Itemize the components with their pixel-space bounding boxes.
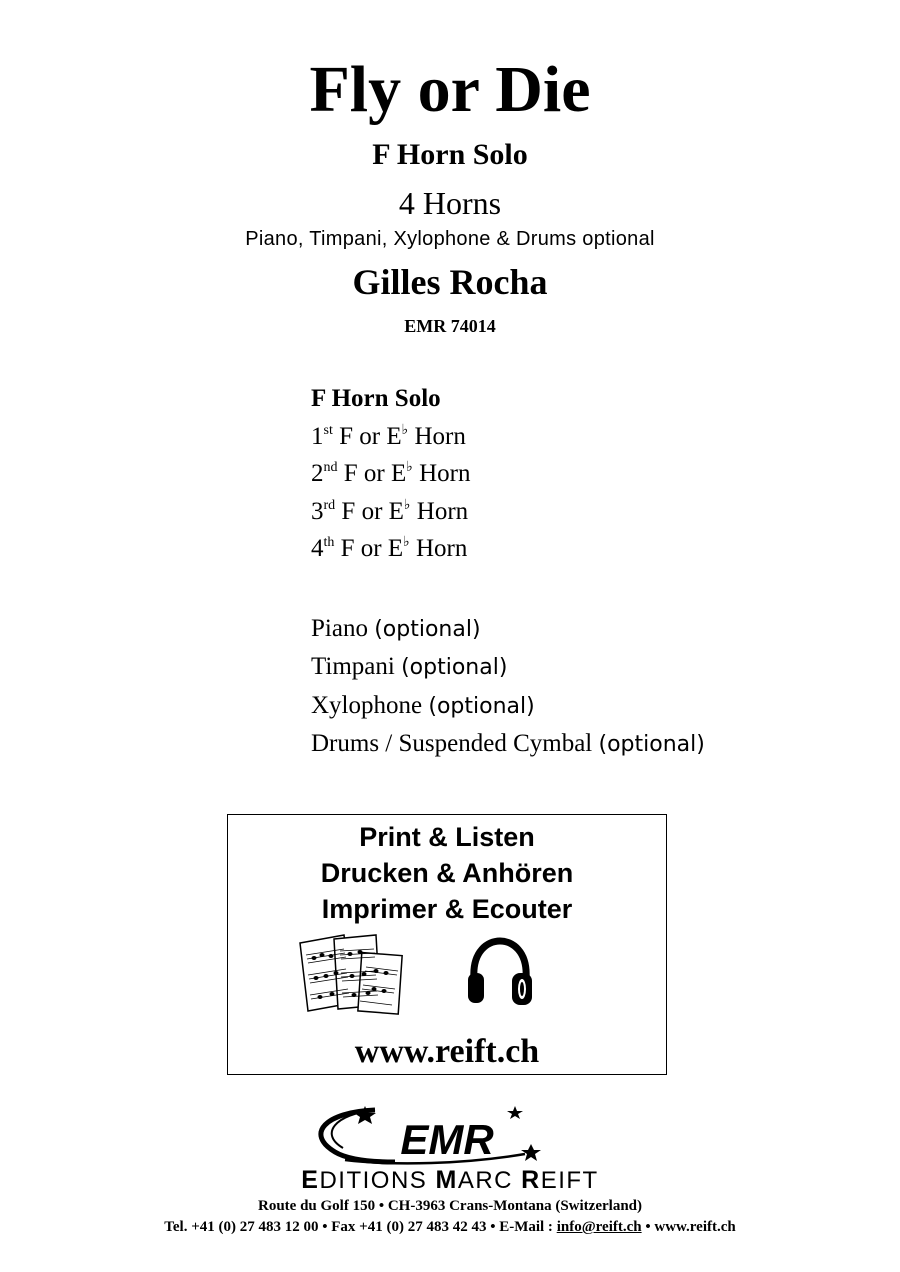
- composer-name: Gilles Rocha: [352, 262, 548, 302]
- part-timpani: Timpani (optional): [311, 653, 508, 680]
- part-horn-4: 4th F or E♭ Horn: [311, 535, 468, 562]
- flat-sign: ♭: [401, 422, 409, 438]
- subtitle: F Horn Solo: [372, 138, 528, 171]
- publisher-contact: Tel. +41 (0) 27 483 12 00 • Fax +41 (0) 27 483 42 43 • E-Mail : info@reift.ch • www.reift.ch: [164, 1219, 736, 1235]
- email-link[interactable]: info@reift.ch: [556, 1219, 642, 1235]
- part-horn-2: 2nd F or E♭ Horn: [311, 460, 471, 487]
- part-piano: Piano (optional): [311, 614, 481, 642]
- flat-sign: ♭: [406, 460, 413, 475]
- catalog-number: EMR 74014: [404, 316, 496, 336]
- promo-line-french: Imprimer & Ecouter: [321, 894, 573, 924]
- ensemble: 4 Horns: [398, 185, 502, 221]
- optional-instruments-line: Piano, Timpani, Xylophone & Drums optional: [245, 228, 655, 250]
- flat-sign: ♭: [403, 497, 411, 513]
- parts-list: [311, 380, 831, 764]
- part-drums: Drums / Suspended Cymbal (optional): [311, 730, 705, 757]
- part-horn-3: 3rd F or E♭ Horn: [311, 497, 469, 525]
- promo-website-link[interactable]: www.reift.ch: [354, 1033, 540, 1070]
- part-solo: F Horn Solo: [311, 385, 441, 412]
- publisher-name: EDITIONS MARC REIFT: [301, 1166, 599, 1194]
- print-listen-box: [227, 814, 667, 1075]
- emr-logo: [305, 1104, 550, 1168]
- headphones-icon: [466, 937, 534, 1007]
- svg-text:EMR: EMR: [400, 1116, 494, 1163]
- promo-line-english: Print & Listen: [359, 822, 535, 852]
- publisher-address: Route du Golf 150 • CH-3963 Crans-Montana (Switzerland): [258, 1198, 642, 1214]
- page-title: Fly or Die: [309, 53, 591, 126]
- sheet-music-icon: [298, 933, 414, 1015]
- promo-line-german: Drucken & Anhören: [320, 858, 574, 888]
- part-xylophone: Xylophone (optional): [311, 691, 535, 719]
- part-horn-1: 1st F or E♭ Horn: [311, 422, 466, 450]
- flat-sign: ♭: [403, 535, 410, 550]
